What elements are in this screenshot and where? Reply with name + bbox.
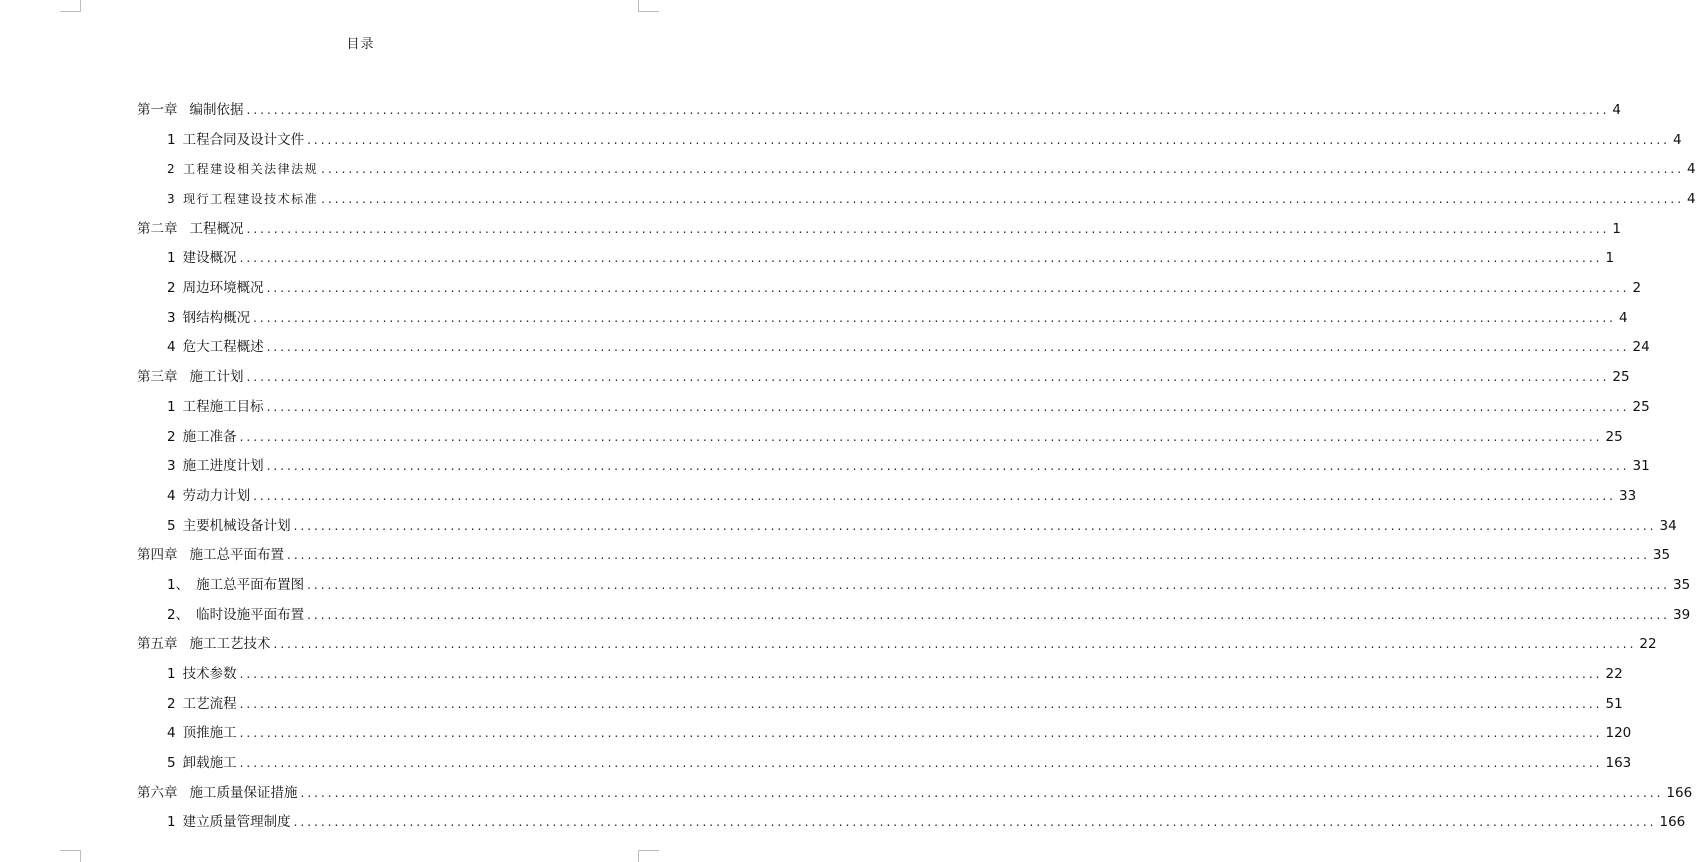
toc-entry-number: 1 [167,398,176,415]
dot-leader: ........................................................................................................................................................................................................ [253,488,1616,503]
crop-mark-top-left [60,0,81,12]
toc-entry-label [137,215,244,245]
toc-entry-label [137,541,284,571]
toc-section-entry[interactable] [137,334,1650,364]
table-of-contents [137,96,1696,838]
dot-leader: ........................................................................................................................................................................................................ [239,251,1603,266]
dot-leader: ........................................................................................................................................................................................................ [266,281,1630,296]
toc-entry-number: 2、 [167,606,190,623]
toc-entry-text: 现行工程建设技术标准 [183,192,319,207]
toc-entry-label [167,719,237,749]
toc-entry-label [167,808,291,838]
toc-entry-number: 第五章 [137,636,178,653]
toc-chapter-entry[interactable] [137,96,1621,126]
toc-entry-label [167,482,250,512]
toc-entry-number: 3 [167,458,176,475]
toc-title: 目录 [346,37,375,52]
toc-entry-label [137,779,298,809]
toc-entry-page-number: 39 [1672,606,1691,623]
toc-entry-label [167,660,237,690]
toc-entry-page-number: 4 [1612,101,1621,118]
toc-entry-page-number: 35 [1652,547,1671,564]
toc-chapter-entry[interactable] [137,363,1630,393]
toc-entry-text: 卸载施工 [182,755,237,772]
toc-section-entry[interactable] [137,719,1632,749]
crop-mark-bottom-left [60,850,81,862]
toc-entry-number: 1 [167,131,176,148]
toc-entry-page-number: 4 [1618,309,1628,326]
crop-mark-top-right [638,0,659,12]
dot-leader: ........................................................................................................................................................................................................ [239,696,1603,711]
toc-entry-label [167,749,237,779]
toc-entry-number: 第三章 [137,369,178,386]
toc-entry-page-number: 2 [1632,280,1642,297]
dot-leader: ........................................................................................................................................................................................................ [266,399,1630,414]
toc-entry-number: 2 [167,695,176,712]
toc-entry-text: 施工准备 [182,428,237,445]
toc-entry-number: 1 [167,666,176,683]
toc-entry-label [167,423,237,453]
toc-entry-number: 5 [167,755,176,772]
toc-entry-number: 第一章 [137,101,178,118]
toc-entry-label [167,393,264,423]
toc-entry-number: 4 [167,725,176,742]
toc-entry-number: 4 [167,487,176,504]
toc-entry-text: 工艺流程 [182,695,237,712]
dot-leader: ........................................................................................................................................................................................................ [239,756,1603,771]
toc-entry-text: 工程建设相关法律法规 [183,162,319,177]
dot-leader: ........................................................................................................................................................................................................ [300,785,1664,800]
toc-entry-label [167,452,264,482]
toc-entry-text: 顶推施工 [182,725,237,742]
toc-entry-page-number: 4 [1687,191,1696,208]
toc-entry-page-number: 166 [1659,814,1686,831]
toc-entry-text: 劳动力计划 [182,487,251,504]
toc-entry-page-number: 31 [1632,458,1650,475]
toc-section-entry[interactable] [137,809,1686,839]
toc-entry-label [167,601,304,631]
toc-section-entry[interactable] [137,244,1615,274]
toc-entry-number: 5 [167,517,176,534]
toc-section-entry[interactable] [137,423,1623,453]
toc-entry-number: 第四章 [137,547,178,564]
toc-entry-label [167,304,250,334]
toc-entry-text: 临时设施平面布置 [196,606,305,623]
toc-entry-text: 建立质量管理制度 [182,814,291,831]
toc-entry-text: 施工质量保证措施 [189,784,298,801]
toc-chapter-entry[interactable] [137,541,1671,571]
toc-section-entry[interactable] [137,304,1628,334]
toc-entry-text: 危大工程概述 [182,339,264,356]
toc-entry-page-number: 163 [1605,755,1632,772]
toc-entry-number: 2 [167,280,176,297]
dot-leader: ........................................................................................................................................................................................................ [246,102,1610,117]
toc-entry-label [167,185,318,215]
toc-entry-number: 1、 [167,576,190,593]
toc-section-entry[interactable] [137,393,1650,423]
toc-section-entry[interactable] [137,601,1691,631]
toc-section-entry[interactable] [137,690,1623,720]
toc-entry-text: 施工计划 [189,369,244,386]
toc-section-entry[interactable] [137,155,1696,185]
toc-section-entry[interactable] [137,452,1650,482]
toc-chapter-entry[interactable] [137,630,1657,660]
toc-entry-label [167,155,318,185]
toc-entry-number: 第二章 [137,220,178,237]
toc-entry-label [167,274,264,304]
crop-mark-bottom-right [638,850,659,862]
toc-entry-label [137,630,271,660]
dot-leader: ........................................................................................................................................................................................................ [239,726,1603,741]
toc-section-entry[interactable] [137,512,1677,542]
toc-entry-text: 工程合同及设计文件 [182,131,305,148]
dot-leader: ........................................................................................................................................................................................................ [293,815,1657,830]
toc-entry-text: 钢结构概况 [182,309,251,326]
toc-entry-page-number: 34 [1659,517,1677,534]
toc-section-entry[interactable] [137,482,1637,512]
toc-section-entry[interactable] [137,660,1623,690]
toc-entry-number: 2 [167,428,176,445]
toc-entry-page-number: 24 [1632,339,1650,356]
dot-leader: ........................................................................................................................................................................................................ [266,340,1630,355]
toc-entry-label [167,571,304,601]
toc-entry-label [167,690,237,720]
toc-section-entry[interactable] [137,749,1632,779]
toc-entry-page-number: 22 [1639,636,1657,653]
toc-section-entry[interactable] [137,185,1696,215]
dot-leader: ........................................................................................................................................................................................................ [307,132,1670,147]
toc-entry-text: 周边环境概况 [182,280,264,297]
toc-entry-page-number: 35 [1672,576,1691,593]
toc-entry-number: 3 [167,192,177,207]
toc-entry-page-number: 22 [1605,666,1623,683]
dot-leader: ........................................................................................................................................................................................................ [239,667,1603,682]
dot-leader: ........................................................................................................................................................................................................ [253,310,1616,325]
toc-entry-label [167,244,237,274]
toc-entry-label [167,512,291,542]
toc-entry-text: 工程概况 [189,220,244,237]
toc-entry-label [137,363,244,393]
toc-entry-text: 施工进度计划 [182,458,264,475]
dot-leader: ........................................................................................................................................................................................................ [246,370,1610,385]
toc-entry-number: 第六章 [137,784,178,801]
toc-entry-page-number: 166 [1666,784,1693,801]
toc-section-entry[interactable] [137,126,1682,156]
toc-entry-text: 主要机械设备计划 [182,517,291,534]
dot-leader: ........................................................................................................................................................................................................ [321,192,1685,207]
toc-entry-page-number: 25 [1632,398,1650,415]
toc-entry-page-number: 1 [1612,220,1621,237]
toc-entry-text: 建设概况 [182,250,237,267]
dot-leader: ........................................................................................................................................................................................................ [273,637,1637,652]
toc-entry-text: 技术参数 [182,666,237,683]
dot-leader: ........................................................................................................................................................................................................ [266,459,1630,474]
toc-entry-text: 施工工艺技术 [189,636,271,653]
toc-chapter-entry[interactable] [137,779,1693,809]
dot-leader: ........................................................................................................................................................................................................ [307,577,1670,592]
toc-entry-label [167,333,264,363]
toc-entry-page-number: 51 [1605,695,1623,712]
dot-leader: ........................................................................................................................................................................................................ [307,607,1670,622]
toc-section-entry[interactable] [137,571,1691,601]
dot-leader: ........................................................................................................................................................................................................ [287,548,1650,563]
toc-entry-page-number: 25 [1605,428,1623,445]
toc-entry-page-number: 25 [1612,369,1630,386]
dot-leader: ........................................................................................................................................................................................................ [293,518,1657,533]
toc-entry-number: 2 [167,162,177,177]
dot-leader: ........................................................................................................................................................................................................ [246,221,1610,236]
toc-chapter-entry[interactable] [137,215,1621,245]
toc-entry-number: 1 [167,250,176,267]
dot-leader: ........................................................................................................................................................................................................ [321,162,1685,177]
toc-entry-page-number: 4 [1687,161,1696,178]
toc-entry-text: 施工总平面布置图 [196,576,305,593]
toc-entry-label [137,96,244,126]
toc-entry-number: 4 [167,339,176,356]
toc-entry-text: 编制依据 [189,101,244,118]
dot-leader: ........................................................................................................................................................................................................ [239,429,1603,444]
toc-entry-text: 工程施工目标 [182,398,264,415]
toc-entry-page-number: 120 [1605,725,1632,742]
toc-entry-number: 3 [167,309,176,326]
toc-entry-text: 施工总平面布置 [189,547,284,564]
toc-entry-page-number: 4 [1672,131,1682,148]
toc-section-entry[interactable] [137,274,1642,304]
toc-entry-page-number: 1 [1605,250,1615,267]
toc-entry-number: 1 [167,814,176,831]
toc-entry-label [167,126,304,156]
toc-entry-page-number: 33 [1618,487,1637,504]
